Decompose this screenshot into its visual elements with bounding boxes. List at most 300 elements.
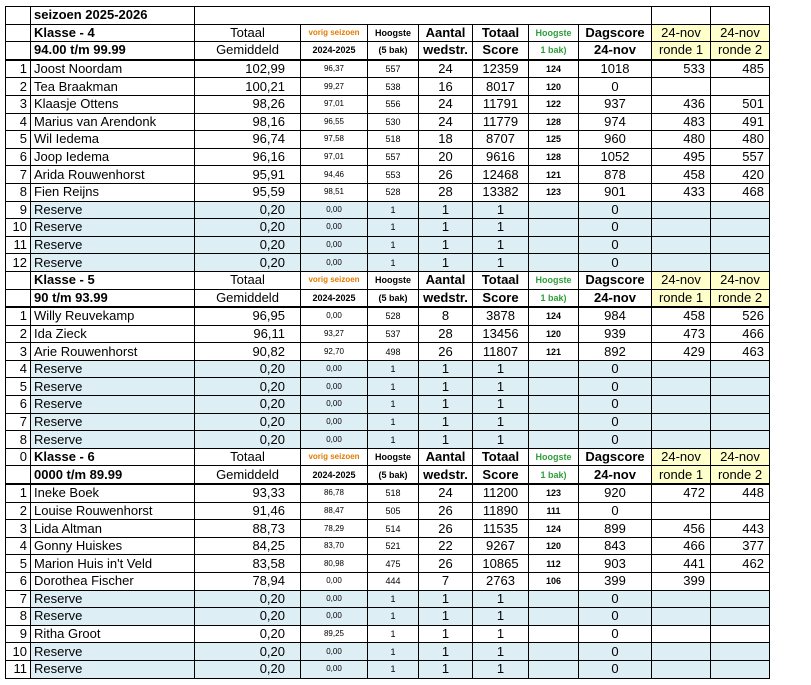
- dagscore-cell: 974: [579, 113, 652, 131]
- ronde2-cell: [711, 360, 770, 378]
- dagscore-cell: 0: [579, 236, 652, 254]
- prev-season-cell: 88,47: [301, 502, 368, 520]
- ronde2-cell: [711, 201, 770, 219]
- klasse-range: 90 t/m 93.99: [31, 289, 195, 307]
- col-1bak: 1 bak): [529, 42, 579, 60]
- average-cell: 95,59: [195, 183, 301, 201]
- average-cell: 91,46: [195, 502, 301, 520]
- prev-season-cell: 86,78: [301, 484, 368, 502]
- season-title: seizoen 2025-2026: [31, 7, 195, 25]
- col-totaal: Totaal: [195, 271, 301, 289]
- rank-cell: 4: [6, 537, 31, 555]
- col-1bak: 1 bak): [529, 466, 579, 484]
- highest1-cell: 111: [529, 502, 579, 520]
- standings-table: [5, 6, 770, 679]
- total-score-cell: 2763: [473, 573, 529, 591]
- average-cell: 0,20: [195, 219, 301, 237]
- col-ronde1-date: 24-nov: [652, 24, 711, 42]
- prev-season-cell: 92,70: [301, 343, 368, 361]
- rank-cell: 1: [6, 307, 31, 325]
- ronde1-cell: [652, 201, 711, 219]
- col-ronde2: ronde 2: [711, 42, 770, 60]
- rank-cell: 10: [6, 643, 31, 661]
- prev-season-cell: 93,27: [301, 325, 368, 343]
- average-cell: 0,20: [195, 236, 301, 254]
- player-name: Ritha Groot: [31, 625, 195, 643]
- games-cell: 1: [419, 625, 473, 643]
- col-5bak: (5 bak): [368, 42, 419, 60]
- games-cell: 1: [419, 236, 473, 254]
- total-score-cell: 3878: [473, 307, 529, 325]
- table-row: [6, 78, 770, 96]
- dagscore-cell: 939: [579, 325, 652, 343]
- total-score-cell: 11535: [473, 520, 529, 538]
- highest1-cell: 124: [529, 307, 579, 325]
- total-score-cell: 11807: [473, 343, 529, 361]
- player-name: Reserve: [31, 201, 195, 219]
- player-name: Reserve: [31, 590, 195, 608]
- dagscore-cell: 937: [579, 95, 652, 113]
- average-cell: 93,33: [195, 484, 301, 502]
- rank-cell: 9: [6, 201, 31, 219]
- col-wedstr: wedstr.: [419, 289, 473, 307]
- col-ronde1: ronde 1: [652, 466, 711, 484]
- ronde2-cell: 501: [711, 95, 770, 113]
- highest5-cell: 1: [368, 590, 419, 608]
- highest5-cell: 1: [368, 643, 419, 661]
- table-row: [6, 625, 770, 643]
- dagscore-cell: 920: [579, 484, 652, 502]
- total-score-cell: 11200: [473, 484, 529, 502]
- ronde1-cell: [652, 431, 711, 449]
- rank-cell: 10: [6, 219, 31, 237]
- klasse-index: 0: [6, 448, 31, 466]
- average-cell: 102,99: [195, 60, 301, 78]
- player-name: Dorothea Fischer: [31, 573, 195, 591]
- col-dagscore: Dagscore: [579, 271, 652, 289]
- ronde1-cell: [652, 590, 711, 608]
- games-cell: 26: [419, 502, 473, 520]
- average-cell: 0,20: [195, 590, 301, 608]
- col-hoogste5: Hoogste: [368, 448, 419, 466]
- col-ronde2-date: 24-nov: [711, 448, 770, 466]
- col-ronde2: ronde 2: [711, 289, 770, 307]
- highest5-cell: 1: [368, 413, 419, 431]
- prev-season-cell: 0,00: [301, 573, 368, 591]
- prev-season-cell: 83,70: [301, 537, 368, 555]
- dagscore-cell: 899: [579, 520, 652, 538]
- col-5bak: (5 bak): [368, 466, 419, 484]
- ronde1-cell: [652, 643, 711, 661]
- total-score-cell: 12359: [473, 60, 529, 78]
- highest5-cell: 1: [368, 219, 419, 237]
- highest5-cell: 498: [368, 343, 419, 361]
- ronde1-cell: [652, 360, 711, 378]
- games-cell: 24: [419, 60, 473, 78]
- average-cell: 0,20: [195, 396, 301, 414]
- klasse-header-row: [6, 271, 770, 289]
- dagscore-cell: 903: [579, 555, 652, 573]
- average-cell: 0,20: [195, 201, 301, 219]
- ronde2-cell: 420: [711, 166, 770, 184]
- highest1-cell: [529, 378, 579, 396]
- total-score-cell: 1: [473, 360, 529, 378]
- games-cell: 1: [419, 643, 473, 661]
- average-cell: 96,16: [195, 148, 301, 166]
- dagscore-cell: 892: [579, 343, 652, 361]
- prev-season-cell: 0,00: [301, 643, 368, 661]
- klasse-range: 94.00 t/m 99.99: [31, 42, 195, 60]
- col-gemiddeld: Gemiddeld: [195, 466, 301, 484]
- col-vorig-seizoen: vorig seizoen: [301, 448, 368, 466]
- total-score-cell: 1: [473, 413, 529, 431]
- table-row: [6, 520, 770, 538]
- col-ronde1: ronde 1: [652, 42, 711, 60]
- average-cell: 84,25: [195, 537, 301, 555]
- player-name: Reserve: [31, 236, 195, 254]
- highest5-cell: 557: [368, 148, 419, 166]
- rank-cell: 3: [6, 343, 31, 361]
- games-cell: 1: [419, 590, 473, 608]
- games-cell: 26: [419, 166, 473, 184]
- rank-cell: 6: [6, 396, 31, 414]
- games-cell: 28: [419, 183, 473, 201]
- rank-cell: 3: [6, 95, 31, 113]
- col-ronde1: ronde 1: [652, 289, 711, 307]
- rank-cell: 8: [6, 608, 31, 626]
- total-score-cell: 1: [473, 643, 529, 661]
- games-cell: 1: [419, 360, 473, 378]
- rank-cell: 2: [6, 78, 31, 96]
- average-cell: 0,20: [195, 360, 301, 378]
- table-body: [6, 7, 770, 679]
- average-cell: 98,26: [195, 95, 301, 113]
- rank-cell: 4: [6, 360, 31, 378]
- ronde2-cell: 466: [711, 325, 770, 343]
- player-name: Reserve: [31, 643, 195, 661]
- klasse-subheader-row: [6, 289, 770, 307]
- dagscore-cell: 0: [579, 660, 652, 678]
- prev-season-cell: 98,51: [301, 183, 368, 201]
- ronde1-cell: 441: [652, 555, 711, 573]
- games-cell: 26: [419, 343, 473, 361]
- highest1-cell: [529, 201, 579, 219]
- total-score-cell: 11779: [473, 113, 529, 131]
- prev-season-cell: 96,37: [301, 60, 368, 78]
- col-ronde2: ronde 2: [711, 466, 770, 484]
- col-dagscore: Dagscore: [579, 24, 652, 42]
- average-cell: 88,73: [195, 520, 301, 538]
- rank-cell: 6: [6, 148, 31, 166]
- highest1-cell: 112: [529, 555, 579, 573]
- table-row: [6, 431, 770, 449]
- col-wedstr: wedstr.: [419, 466, 473, 484]
- prev-season-cell: 99,27: [301, 78, 368, 96]
- highest5-cell: 556: [368, 95, 419, 113]
- table-row: [6, 201, 770, 219]
- highest1-cell: 122: [529, 95, 579, 113]
- klasse-subheader-row: [6, 42, 770, 60]
- rank-cell: 7: [6, 413, 31, 431]
- average-cell: 83,58: [195, 555, 301, 573]
- col-vorig-year: 2024-2025: [301, 289, 368, 307]
- player-name: Marius van Arendonk: [31, 113, 195, 131]
- games-cell: 24: [419, 113, 473, 131]
- rank-cell: 6: [6, 573, 31, 591]
- ronde1-cell: 458: [652, 166, 711, 184]
- highest1-cell: [529, 396, 579, 414]
- col-dag-date: 24-nov: [579, 466, 652, 484]
- ronde1-cell: 480: [652, 131, 711, 149]
- table-row: [6, 325, 770, 343]
- col-totaal-score: Totaal: [473, 271, 529, 289]
- player-name: Joost Noordam: [31, 60, 195, 78]
- prev-season-cell: 97,01: [301, 95, 368, 113]
- average-cell: 0,20: [195, 608, 301, 626]
- ronde2-cell: [711, 78, 770, 96]
- ronde1-cell: 472: [652, 484, 711, 502]
- total-score-cell: 1: [473, 608, 529, 626]
- average-cell: 98,16: [195, 113, 301, 131]
- ronde1-cell: 429: [652, 343, 711, 361]
- highest5-cell: 1: [368, 431, 419, 449]
- prev-season-cell: 96,55: [301, 113, 368, 131]
- klasse-range: 0000 t/m 89.99: [31, 466, 195, 484]
- ronde1-cell: [652, 378, 711, 396]
- total-score-cell: 8017: [473, 78, 529, 96]
- prev-season-cell: 0,00: [301, 236, 368, 254]
- highest5-cell: 1: [368, 625, 419, 643]
- dagscore-cell: 0: [579, 78, 652, 96]
- highest5-cell: 553: [368, 166, 419, 184]
- player-name: Willy Reuvekamp: [31, 307, 195, 325]
- table-row: [6, 113, 770, 131]
- col-totaal: Totaal: [195, 24, 301, 42]
- average-cell: 78,94: [195, 573, 301, 591]
- prev-season-cell: 0,00: [301, 431, 368, 449]
- ronde2-cell: [711, 396, 770, 414]
- average-cell: 0,20: [195, 413, 301, 431]
- table-row: [6, 183, 770, 201]
- prev-season-cell: 0,00: [301, 307, 368, 325]
- table-row: [6, 502, 770, 520]
- prev-season-cell: 0,00: [301, 413, 368, 431]
- prev-season-cell: 78,29: [301, 520, 368, 538]
- ronde2-cell: 462: [711, 555, 770, 573]
- ronde2-cell: 480: [711, 131, 770, 149]
- total-score-cell: 11890: [473, 502, 529, 520]
- average-cell: 0,20: [195, 378, 301, 396]
- games-cell: 24: [419, 95, 473, 113]
- table-row: [6, 360, 770, 378]
- highest1-cell: 125: [529, 131, 579, 149]
- dagscore-cell: 0: [579, 431, 652, 449]
- col-score: Score: [473, 289, 529, 307]
- ronde2-cell: [711, 573, 770, 591]
- col-totaal-score: Totaal: [473, 448, 529, 466]
- rank-cell: 11: [6, 660, 31, 678]
- table-row: [6, 590, 770, 608]
- player-name: Lida Altman: [31, 520, 195, 538]
- games-cell: 26: [419, 555, 473, 573]
- highest1-cell: 121: [529, 166, 579, 184]
- col-vorig-year: 2024-2025: [301, 466, 368, 484]
- total-score-cell: 8707: [473, 131, 529, 149]
- total-score-cell: 1: [473, 431, 529, 449]
- rank-cell: 4: [6, 113, 31, 131]
- ronde1-cell: 436: [652, 95, 711, 113]
- player-name: Reserve: [31, 254, 195, 272]
- ronde2-cell: [711, 254, 770, 272]
- games-cell: 1: [419, 608, 473, 626]
- average-cell: 0,20: [195, 431, 301, 449]
- col-score: Score: [473, 42, 529, 60]
- highest5-cell: 1: [368, 396, 419, 414]
- table-row: [6, 413, 770, 431]
- season-row: [6, 7, 770, 25]
- ronde1-cell: 399: [652, 573, 711, 591]
- player-name: Tea Braakman: [31, 78, 195, 96]
- total-score-cell: 1: [473, 660, 529, 678]
- player-name: Ida Zieck: [31, 325, 195, 343]
- ronde2-cell: [711, 378, 770, 396]
- highest1-cell: [529, 360, 579, 378]
- klasse-title: Klasse - 5: [31, 271, 195, 289]
- highest5-cell: 518: [368, 131, 419, 149]
- col-ronde2-date: 24-nov: [711, 271, 770, 289]
- dagscore-cell: 0: [579, 625, 652, 643]
- table-row: [6, 307, 770, 325]
- ronde1-cell: [652, 608, 711, 626]
- table-row: [6, 343, 770, 361]
- highest5-cell: 514: [368, 520, 419, 538]
- total-score-cell: 1: [473, 590, 529, 608]
- prev-season-cell: 0,00: [301, 378, 368, 396]
- col-vorig-seizoen: vorig seizoen: [301, 271, 368, 289]
- average-cell: 0,20: [195, 625, 301, 643]
- prev-season-cell: 0,00: [301, 608, 368, 626]
- games-cell: 1: [419, 413, 473, 431]
- highest1-cell: [529, 413, 579, 431]
- dagscore-cell: 0: [579, 396, 652, 414]
- col-gemiddeld: Gemiddeld: [195, 289, 301, 307]
- highest1-cell: [529, 236, 579, 254]
- highest5-cell: 505: [368, 502, 419, 520]
- ronde2-cell: 526: [711, 307, 770, 325]
- rank-cell: 2: [6, 502, 31, 520]
- average-cell: 0,20: [195, 643, 301, 661]
- dagscore-cell: 901: [579, 183, 652, 201]
- col-1bak: 1 bak): [529, 289, 579, 307]
- prev-season-cell: 80,98: [301, 555, 368, 573]
- total-score-cell: 1: [473, 378, 529, 396]
- rank-cell: 2: [6, 325, 31, 343]
- ronde2-cell: 443: [711, 520, 770, 538]
- highest1-cell: [529, 625, 579, 643]
- col-hoogste1: Hoogste: [529, 24, 579, 42]
- highest1-cell: 124: [529, 60, 579, 78]
- rank-cell: 3: [6, 520, 31, 538]
- highest1-cell: 128: [529, 148, 579, 166]
- dagscore-cell: 0: [579, 219, 652, 237]
- rank-cell: 1: [6, 484, 31, 502]
- col-gemiddeld: Gemiddeld: [195, 42, 301, 60]
- rank-cell: 5: [6, 555, 31, 573]
- dagscore-cell: 0: [579, 254, 652, 272]
- games-cell: 1: [419, 254, 473, 272]
- highest1-cell: 128: [529, 113, 579, 131]
- player-name: Reserve: [31, 378, 195, 396]
- games-cell: 18: [419, 131, 473, 149]
- col-aantal: Aantal: [419, 24, 473, 42]
- ronde1-cell: [652, 78, 711, 96]
- player-name: Joop Iedema: [31, 148, 195, 166]
- games-cell: 16: [419, 78, 473, 96]
- rank-cell: 11: [6, 236, 31, 254]
- ronde2-cell: [711, 413, 770, 431]
- table-row: [6, 60, 770, 78]
- ronde2-cell: [711, 643, 770, 661]
- klasse-title: Klasse - 4: [31, 24, 195, 42]
- player-name: Gonny Huiskes: [31, 537, 195, 555]
- prev-season-cell: 0,00: [301, 254, 368, 272]
- table-row: [6, 537, 770, 555]
- highest1-cell: 120: [529, 537, 579, 555]
- ronde2-cell: [711, 502, 770, 520]
- col-dag-date: 24-nov: [579, 42, 652, 60]
- dagscore-cell: 0: [579, 643, 652, 661]
- highest1-cell: [529, 643, 579, 661]
- col-aantal: Aantal: [419, 448, 473, 466]
- dagscore-cell: 984: [579, 307, 652, 325]
- games-cell: 1: [419, 378, 473, 396]
- table-row: [6, 573, 770, 591]
- rank-cell: 5: [6, 378, 31, 396]
- total-score-cell: 13456: [473, 325, 529, 343]
- col-vorig-year: 2024-2025: [301, 42, 368, 60]
- prev-season-cell: 97,58: [301, 131, 368, 149]
- highest5-cell: 1: [368, 608, 419, 626]
- ronde2-cell: 468: [711, 183, 770, 201]
- klasse-header-row: [6, 448, 770, 466]
- player-name: Reserve: [31, 660, 195, 678]
- ronde2-cell: 377: [711, 537, 770, 555]
- player-name: Marion Huis in't Veld: [31, 555, 195, 573]
- ronde1-cell: 458: [652, 307, 711, 325]
- highest1-cell: [529, 254, 579, 272]
- col-hoogste5: Hoogste: [368, 271, 419, 289]
- total-score-cell: 1: [473, 625, 529, 643]
- prev-season-cell: 0,00: [301, 660, 368, 678]
- ronde1-cell: 533: [652, 60, 711, 78]
- average-cell: 0,20: [195, 254, 301, 272]
- ronde1-cell: [652, 219, 711, 237]
- klasse-index: [6, 24, 31, 42]
- highest5-cell: 528: [368, 183, 419, 201]
- table-row: [6, 555, 770, 573]
- games-cell: 26: [419, 520, 473, 538]
- games-cell: 20: [419, 148, 473, 166]
- highest5-cell: 444: [368, 573, 419, 591]
- total-score-cell: 12468: [473, 166, 529, 184]
- total-score-cell: 1: [473, 254, 529, 272]
- col-wedstr: wedstr.: [419, 42, 473, 60]
- highest1-cell: [529, 590, 579, 608]
- ronde1-cell: 495: [652, 148, 711, 166]
- prev-season-cell: 0,00: [301, 360, 368, 378]
- col-ronde2-date: 24-nov: [711, 24, 770, 42]
- total-score-cell: 9616: [473, 148, 529, 166]
